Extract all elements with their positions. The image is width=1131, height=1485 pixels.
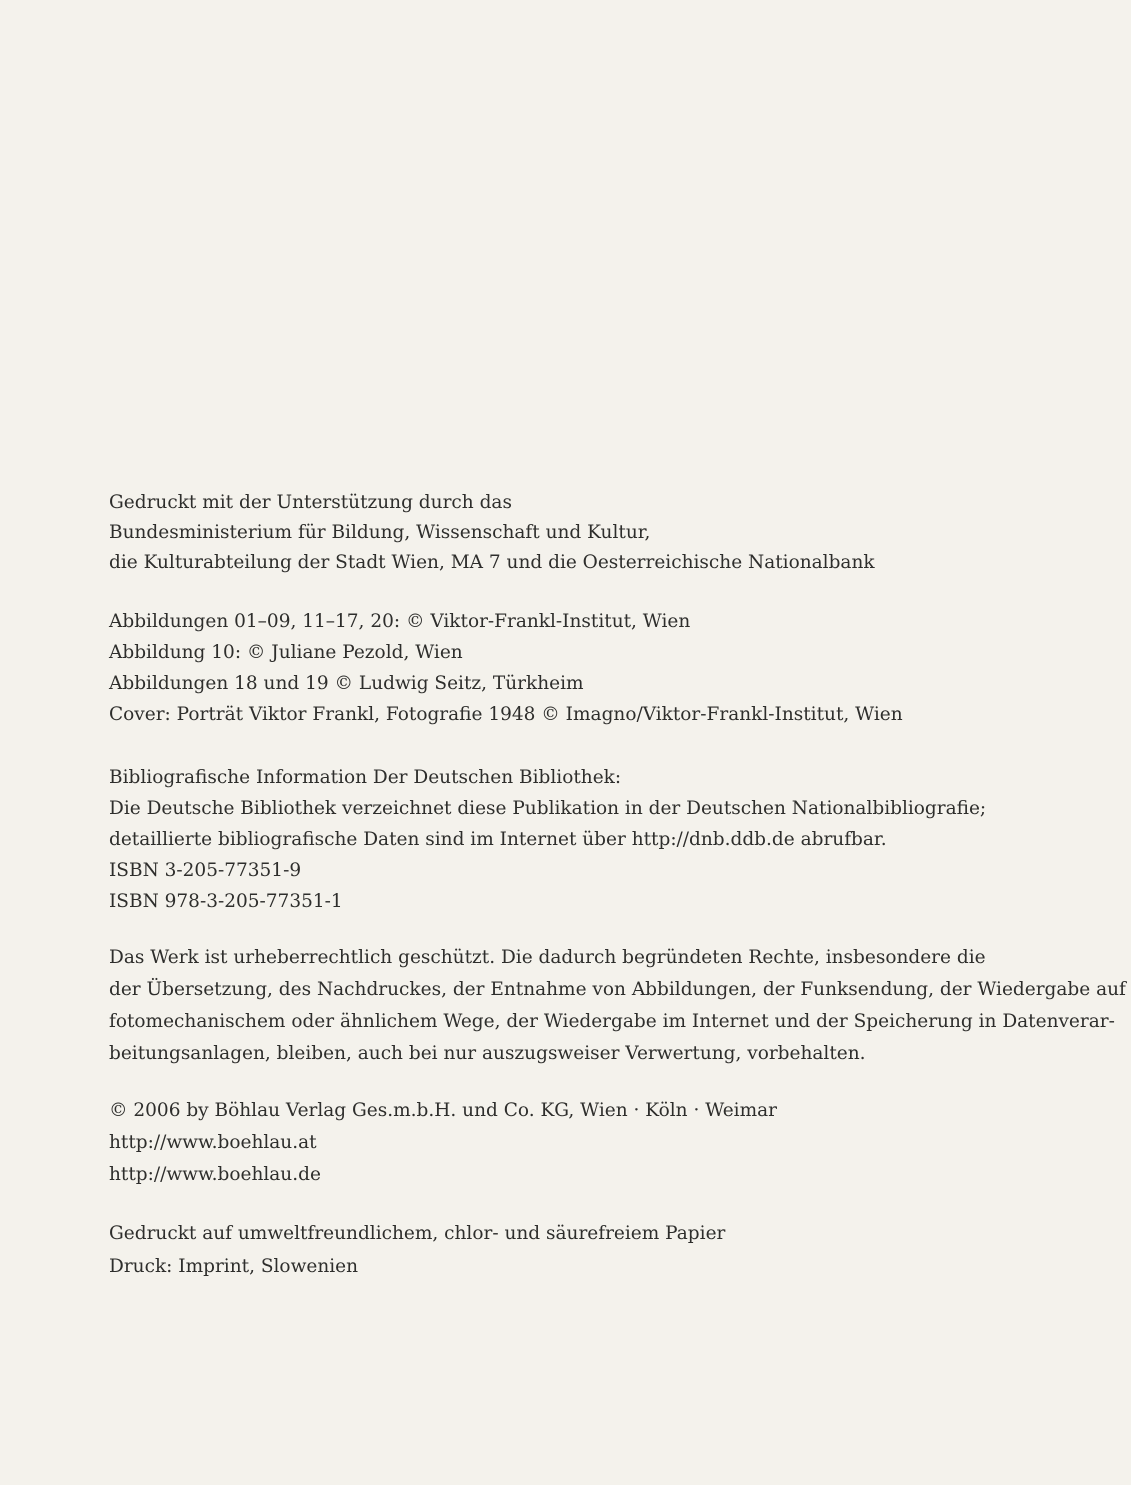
funding-line: die Kulturabteilung der Stadt Wien, MA 7 und die Oesterreichische Nationalbank [109,552,875,573]
copyright-line: fotomechanischem oder ähnlichem Wege, der Wiedergabe im Internet und der Speicherung in Datenverar- [109,1011,1115,1032]
publisher-url-at: http://www.boehlau.at [109,1132,317,1153]
funding-line: Gedruckt mit der Unterstützung durch das [109,492,512,513]
image-credit-line: Abbildung 10: © Juliane Pezold, Wien [109,642,463,663]
image-credits [109,606,903,730]
printing-information [109,1217,725,1283]
isbn-13: ISBN 978-3-205-77351-1 [109,891,343,912]
isbn-10: ISBN 3-205-77351-9 [109,860,302,881]
printer-notice: Druck: Imprint, Slowenien [109,1256,359,1277]
bibliographic-information [109,762,986,917]
copyright-notice [109,942,1126,1070]
image-credit-line: Abbildungen 01–09, 11–17, 20: © Viktor-Frankl-Institut, Wien [109,611,691,632]
funding-line: Bundesministerium für Bildung, Wissenschaft und Kultur, [109,522,651,543]
image-credit-line: Abbildungen 18 und 19 © Ludwig Seitz, Türkheim [109,673,584,694]
paper-notice: Gedruckt auf umweltfreundlichem, chlor- und säurefreiem Papier [109,1223,726,1244]
copyright-line: beitungsanlagen, bleiben, auch bei nur auszugsweiser Verwertung, vorbehalten. [109,1043,866,1064]
copyright-line: der Übersetzung, des Nachdruckes, der Entnahme von Abbildungen, der Funksendung, der Wiedergabe auf [109,979,1126,1000]
publisher-copyright: © 2006 by Böhlau Verlag Ges.m.b.H. und Co. KG, Wien · Köln · Weimar [109,1100,777,1121]
bibliographic-line: Bibliografische Information Der Deutschen Bibliothek: [109,767,622,788]
publisher-information [109,1095,777,1191]
copyright-line: Das Werk ist urheberrechtlich geschützt. Die dadurch begründeten Rechte, insbesondere die [109,947,986,968]
image-credit-line: Cover: Porträt Viktor Frankl, Fotografie 1948 © Imagno/Viktor-Frankl-Institut, Wien [109,704,903,725]
funding-notice [109,488,875,578]
bibliographic-line: Die Deutsche Bibliothek verzeichnet diese Publikation in der Deutschen Nationalbibliografie; [109,798,987,819]
publisher-url-de: http://www.boehlau.de [109,1164,321,1185]
bibliographic-line: detaillierte bibliografische Daten sind im Internet über http://dnb.ddb.de abrufbar. [109,829,887,850]
